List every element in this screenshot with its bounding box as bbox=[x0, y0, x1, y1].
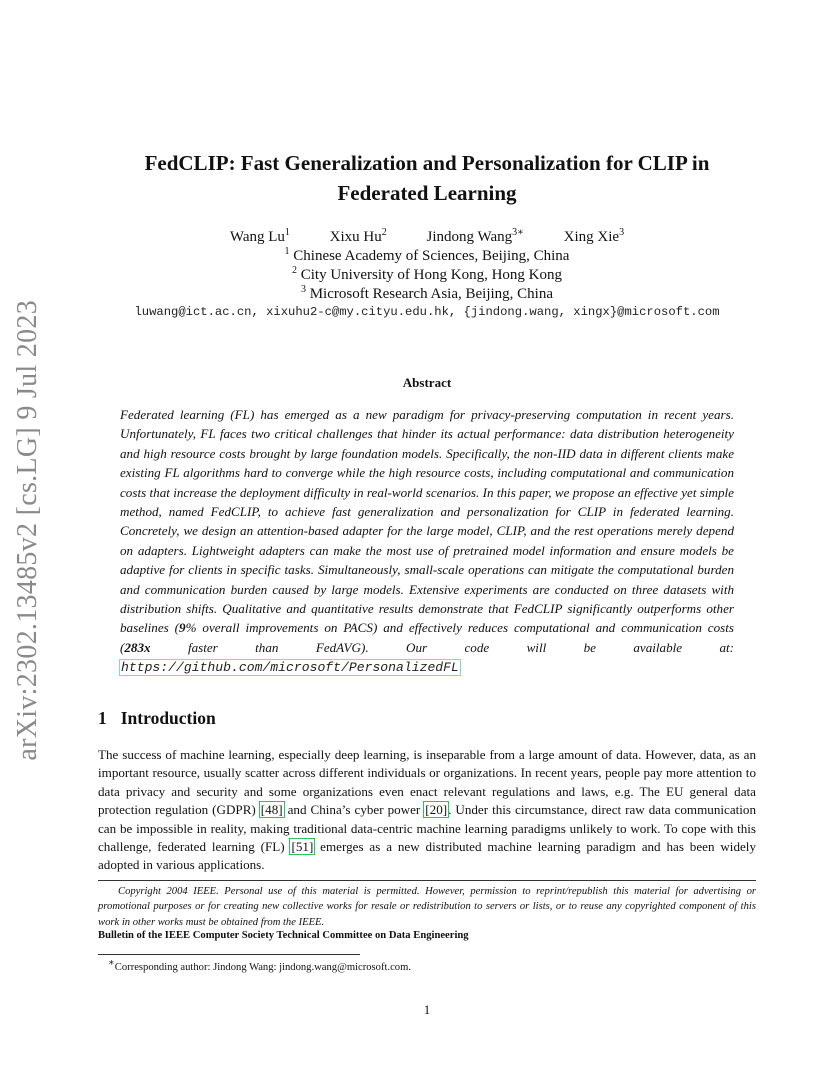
footnote bbox=[108, 957, 411, 973]
affiliation-2-text: City University of Hong Kong, Hong Kong bbox=[300, 267, 562, 283]
copyright-notice bbox=[98, 884, 756, 930]
author-1 bbox=[230, 229, 290, 245]
section-heading-introduction bbox=[98, 708, 216, 729]
arxiv-identifier[interactable]: arXiv:2302.13485v2 [cs.LG] 9 Jul 2023 bbox=[12, 299, 43, 761]
citation-link-51[interactable]: [51] bbox=[291, 839, 314, 855]
author-4 bbox=[564, 229, 624, 245]
copyright-divider bbox=[98, 880, 756, 881]
author-2-name: Xixu Hu bbox=[329, 229, 382, 245]
paper-title bbox=[98, 148, 756, 208]
copyright-text: Copyright 2004 IEEE. Personal use of this material is permitted. However, permission to reprint/republish this material for advertising or promotional purposes or for creating new collective works for resale or redistribution to servers or lists, or to reuse any copyrighted component of this work in other works must be obtained from the IEEE. bbox=[98, 886, 756, 928]
author-3-name: Jindong Wang bbox=[426, 229, 513, 245]
author-2-sup: 2 bbox=[381, 227, 387, 238]
abstract-text-2: % overall improvements on PACS) and effectively reduces computational and communication costs ( bbox=[120, 620, 734, 655]
page-number: 1 bbox=[423, 1002, 431, 1017]
author-2 bbox=[330, 229, 387, 245]
code-link[interactable]: https://github.com/microsoft/PersonalizedFL bbox=[121, 660, 459, 676]
abstract-body bbox=[120, 405, 734, 678]
affiliation-1 bbox=[98, 247, 756, 266]
affiliation-2 bbox=[98, 266, 756, 285]
intro-text-4: emerges as a new distributed machine learning paradigm and has been widely adopted in various applications. bbox=[98, 839, 756, 873]
citation-link-48[interactable]: [48] bbox=[260, 802, 283, 818]
title-line-1: FedCLIP: Fast Generalization and Personalization for CLIP in bbox=[144, 151, 710, 175]
author-3-sup: 3∗ bbox=[512, 227, 524, 238]
intro-text-1: The success of machine learning, especially deep learning, is inseparable from a large amount of data. However, data, as an important resource, usually scatter across different individuals or organizations. In recent years, people pay more attention to data privacy and security and some organizations even enact relevant regulations and laws, e.g. The EU general data protection regulation (GDPR) bbox=[98, 747, 756, 818]
author-names bbox=[98, 228, 756, 247]
section-title: Introduction bbox=[120, 708, 216, 728]
affiliation-3-sup: 3 bbox=[300, 284, 306, 295]
footnote-divider bbox=[98, 954, 360, 955]
abstract-text-3: faster than FedAVG). Our code will be available at: bbox=[150, 639, 734, 655]
section-number: 1 bbox=[98, 708, 107, 728]
arxiv-sidebar bbox=[8, 300, 48, 760]
title-line-2: Federated Learning bbox=[337, 181, 517, 205]
abstract-bold-1: 9 bbox=[179, 620, 186, 636]
author-4-name: Xing Xie bbox=[563, 229, 620, 245]
author-block bbox=[98, 228, 756, 304]
introduction-paragraph bbox=[98, 746, 756, 875]
abstract-text-1: Federated learning (FL) has emerged as a new paradigm for privacy-preserving computation in recent years. Unfortunately, FL faces two critical challenges that hinder its actual performance: data distribution heterogeneity and high resource costs brought by large foundation models. Specifically, the non-IID data in different clients make existing FL algorithms hard to converge while the high resource costs, including computational and communication costs that increase the deployment difficulty in real-world scenarios. In this paper, we propose an effective yet simple method, named FedCLIP, to achieve fast generalization and personalization for CLIP in federated learning. Concretely, we design an attention-based adapter for the large model, CLIP, and the rest operations merely depend on adapters. Lightweight adapters can make the most use of pretrained model information and ensure models be adaptive for clients in specific tasks. Simultaneously, small-scale operations can mitigate the computational burden and communication burden caused by large models. Extensive experiments are conducted on three datasets with distribution shifts. Qualitative and quantitative results demonstrate that FedCLIP significantly outperforms other baselines ( bbox=[120, 407, 734, 636]
abstract-heading: Abstract bbox=[402, 375, 452, 390]
footnote-text: Corresponding author: Jindong Wang: jindong.wang@microsoft.com. bbox=[114, 962, 411, 973]
author-4-sup: 3 bbox=[619, 227, 625, 238]
author-3 bbox=[427, 229, 524, 245]
affiliation-1-text: Chinese Academy of Sciences, Beijing, China bbox=[293, 248, 570, 264]
author-1-name: Wang Lu bbox=[229, 229, 285, 245]
author-emails: luwang@ict.ac.cn, xixuhu2-c@my.cityu.edu.hk, {jindong.wang, xingx}@microsoft.com bbox=[134, 305, 720, 319]
intro-text-2: and China’s cyber power bbox=[283, 802, 425, 818]
author-1-sup: 1 bbox=[284, 227, 290, 238]
abstract-bold-2: 283x bbox=[124, 639, 151, 655]
footnote-mark: ∗ bbox=[108, 957, 115, 969]
affiliation-3 bbox=[98, 285, 756, 304]
bulletin-line: Bulletin of the IEEE Computer Society Technical Committee on Data Engineering bbox=[98, 930, 469, 941]
affiliation-1-sup: 1 bbox=[284, 246, 290, 257]
affiliation-3-text: Microsoft Research Asia, Beijing, China bbox=[309, 286, 554, 302]
affiliation-2-sup: 2 bbox=[292, 265, 297, 276]
citation-link-20[interactable]: [20] bbox=[425, 802, 448, 818]
intro-text-3: . Under this circumstance, direct raw data communication can be impossible in reality, making traditional data-centric machine learning paradigms unlikely to work. To cope with this challenge, federated learning (FL) bbox=[98, 802, 756, 855]
